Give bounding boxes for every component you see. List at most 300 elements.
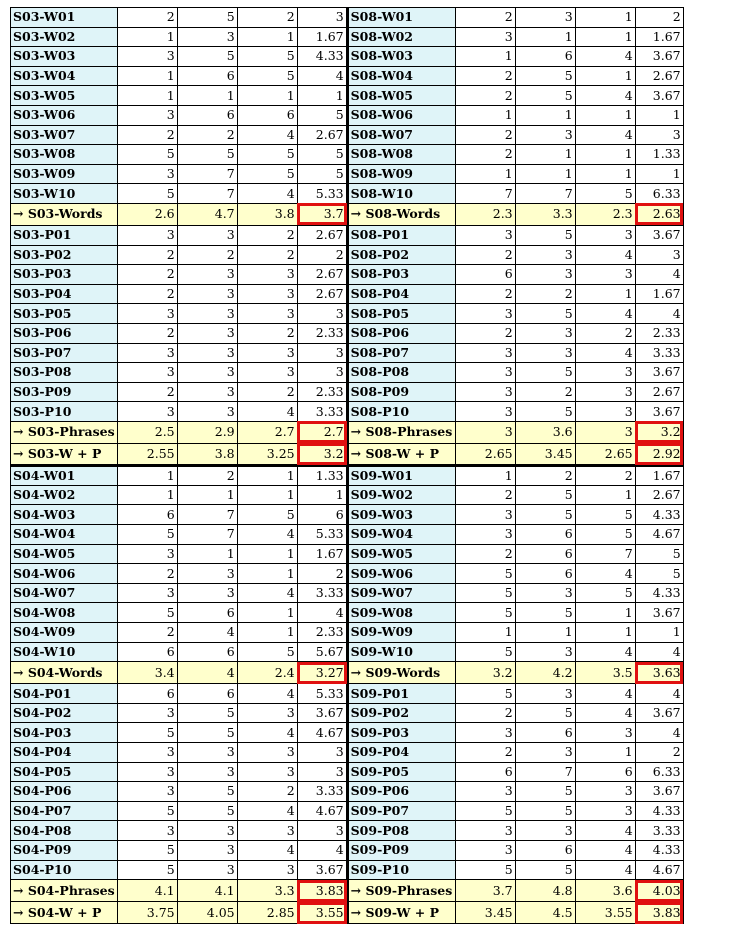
rating-cell: 3 <box>177 583 237 603</box>
rating-cell: 2 <box>515 382 575 402</box>
rating-cell: 3 <box>515 343 575 363</box>
rating-cell: 6 <box>117 505 177 525</box>
summary-label: → S09-W + P <box>347 902 455 924</box>
average-cell: 3.33 <box>635 343 683 363</box>
summary-label: → S03-Phrases <box>11 421 118 443</box>
rating-cell: 3 <box>177 762 237 782</box>
table-row <box>11 164 684 184</box>
item-label: S08-P08 <box>347 363 455 383</box>
average-cell: 3 <box>297 8 347 28</box>
average-cell: 2.67 <box>297 125 347 145</box>
average-cell: 3 <box>297 821 347 841</box>
rating-cell: 5 <box>515 485 575 505</box>
rating-cell: 3 <box>237 703 297 723</box>
rating-cell: 4 <box>237 840 297 860</box>
average-cell: 1.67 <box>297 544 347 564</box>
table-row <box>11 801 684 821</box>
table-row <box>11 623 684 643</box>
average-cell: 1.67 <box>297 27 347 47</box>
table-row <box>11 343 684 363</box>
summary-value: 3.2 <box>455 662 515 684</box>
rating-cell: 6 <box>177 66 237 86</box>
rating-cell: 1 <box>575 145 635 165</box>
summary-average-highlighted: 3.83 <box>297 880 347 902</box>
average-cell: 5 <box>297 145 347 165</box>
average-cell: 3 <box>297 343 347 363</box>
summary-row <box>11 662 684 684</box>
rating-cell: 4 <box>177 623 237 643</box>
table-row <box>11 485 684 505</box>
rating-cell: 3 <box>177 343 237 363</box>
rating-cell: 5 <box>515 86 575 106</box>
rating-cell: 3 <box>455 840 515 860</box>
rating-cell: 6 <box>177 603 237 623</box>
table-row <box>11 860 684 880</box>
average-cell: 4.67 <box>297 801 347 821</box>
rating-cell: 3 <box>575 402 635 422</box>
average-cell: 1.67 <box>635 27 683 47</box>
average-cell: 4.33 <box>635 801 683 821</box>
rating-cell: 4 <box>237 684 297 704</box>
item-label: S03-P03 <box>11 265 118 285</box>
rating-cell: 1 <box>237 27 297 47</box>
table-row <box>11 323 684 343</box>
table-row <box>11 642 684 662</box>
rating-cell: 2 <box>455 323 515 343</box>
summary-label: → S03-W + P <box>11 443 118 465</box>
rating-cell: 5 <box>575 505 635 525</box>
rating-cell: 3 <box>455 723 515 743</box>
rating-cell: 6 <box>117 684 177 704</box>
summary-label: → S08-Words <box>347 203 455 225</box>
rating-cell: 5 <box>515 801 575 821</box>
ratings-table-container <box>10 7 684 924</box>
summary-value: 2.6 <box>117 203 177 225</box>
rating-cell: 2 <box>455 145 515 165</box>
rating-cell: 1 <box>575 66 635 86</box>
rating-cell: 7 <box>515 184 575 204</box>
rating-cell: 2 <box>117 8 177 28</box>
rating-cell: 5 <box>515 66 575 86</box>
item-label: S09-P10 <box>347 860 455 880</box>
rating-cell: 2 <box>117 382 177 402</box>
ratings-table <box>10 7 684 924</box>
rating-cell: 3 <box>575 782 635 802</box>
summary-value: 2.85 <box>237 902 297 924</box>
rating-cell: 2 <box>177 245 237 265</box>
average-cell: 3.67 <box>635 225 683 245</box>
average-cell: 2 <box>297 245 347 265</box>
item-label: S03-P09 <box>11 382 118 402</box>
item-label: S03-W07 <box>11 125 118 145</box>
rating-cell: 3 <box>455 382 515 402</box>
item-label: S04-P02 <box>11 703 118 723</box>
rating-cell: 1 <box>575 485 635 505</box>
summary-value: 4 <box>177 662 237 684</box>
item-label: S04-P05 <box>11 762 118 782</box>
table-row <box>11 762 684 782</box>
item-label: S03-W09 <box>11 164 118 184</box>
item-label: S04-W08 <box>11 603 118 623</box>
rating-cell: 2 <box>117 623 177 643</box>
summary-value: 2.65 <box>455 443 515 465</box>
average-cell: 1 <box>635 623 683 643</box>
average-cell: 5.67 <box>297 642 347 662</box>
average-cell: 3 <box>297 743 347 763</box>
table-row <box>11 47 684 67</box>
summary-value: 3.7 <box>455 880 515 902</box>
rating-cell: 4 <box>575 840 635 860</box>
rating-cell: 3 <box>177 821 237 841</box>
rating-cell: 4 <box>575 245 635 265</box>
table-row <box>11 265 684 285</box>
summary-row <box>11 421 684 443</box>
rating-cell: 6 <box>575 762 635 782</box>
item-label: S03-W03 <box>11 47 118 67</box>
item-label: S09-P02 <box>347 703 455 723</box>
rating-cell: 5 <box>177 703 237 723</box>
table-row <box>11 703 684 723</box>
average-cell: 2.67 <box>297 265 347 285</box>
rating-cell: 1 <box>237 86 297 106</box>
rating-cell: 3 <box>455 343 515 363</box>
item-label: S08-P07 <box>347 343 455 363</box>
average-cell: 4 <box>635 265 683 285</box>
item-label: S09-W05 <box>347 544 455 564</box>
item-label: S03-P04 <box>11 284 118 304</box>
rating-cell: 4 <box>575 47 635 67</box>
item-label: S09-W04 <box>347 525 455 545</box>
average-cell: 1 <box>635 105 683 125</box>
average-cell: 5 <box>297 164 347 184</box>
rating-cell: 5 <box>237 642 297 662</box>
rating-cell: 4 <box>237 525 297 545</box>
average-cell: 3.33 <box>297 583 347 603</box>
rating-cell: 7 <box>575 544 635 564</box>
rating-cell: 5 <box>117 525 177 545</box>
item-label: S09-W06 <box>347 564 455 584</box>
rating-cell: 5 <box>455 564 515 584</box>
rating-cell: 3 <box>455 225 515 245</box>
summary-value: 2.5 <box>117 421 177 443</box>
summary-value: 3 <box>575 421 635 443</box>
rating-cell: 3 <box>117 47 177 67</box>
rating-cell: 4 <box>575 343 635 363</box>
rating-cell: 1 <box>237 623 297 643</box>
rating-cell: 5 <box>237 66 297 86</box>
item-label: S08-P10 <box>347 402 455 422</box>
average-cell: 4.33 <box>635 583 683 603</box>
rating-cell: 4 <box>575 125 635 145</box>
summary-value: 2.55 <box>117 443 177 465</box>
summary-value: 2.3 <box>455 203 515 225</box>
rating-cell: 3 <box>237 304 297 324</box>
rating-cell: 3 <box>117 762 177 782</box>
table-row <box>11 125 684 145</box>
average-cell: 3 <box>297 762 347 782</box>
summary-average-highlighted: 3.7 <box>297 203 347 225</box>
rating-cell: 5 <box>515 363 575 383</box>
rating-cell: 1 <box>117 485 177 505</box>
rating-cell: 4 <box>575 684 635 704</box>
rating-cell: 3 <box>177 225 237 245</box>
rating-cell: 5 <box>515 603 575 623</box>
rating-cell: 3 <box>117 225 177 245</box>
average-cell: 4.67 <box>635 860 683 880</box>
average-cell: 4 <box>635 642 683 662</box>
rating-cell: 3 <box>237 821 297 841</box>
summary-row <box>11 203 684 225</box>
summary-value: 2.65 <box>575 443 635 465</box>
rating-cell: 3 <box>455 782 515 802</box>
rating-cell: 3 <box>117 343 177 363</box>
rating-cell: 5 <box>575 525 635 545</box>
average-cell: 3.67 <box>635 86 683 106</box>
summary-average-highlighted: 3.83 <box>635 902 683 924</box>
rating-cell: 2 <box>455 245 515 265</box>
rating-cell: 3 <box>575 363 635 383</box>
item-label: S03-P08 <box>11 363 118 383</box>
rating-cell: 1 <box>515 623 575 643</box>
item-label: S03-P02 <box>11 245 118 265</box>
rating-cell: 6 <box>177 105 237 125</box>
rating-cell: 3 <box>515 323 575 343</box>
rating-cell: 3 <box>237 743 297 763</box>
rating-cell: 2 <box>515 284 575 304</box>
rating-cell: 3 <box>515 684 575 704</box>
rating-cell: 6 <box>515 544 575 564</box>
rating-cell: 2 <box>455 544 515 564</box>
average-cell: 5 <box>635 544 683 564</box>
average-cell: 3.33 <box>297 782 347 802</box>
table-row <box>11 304 684 324</box>
item-label: S04-W03 <box>11 505 118 525</box>
rating-cell: 2 <box>575 465 635 485</box>
rating-cell: 5 <box>237 505 297 525</box>
summary-label: → S04-Words <box>11 662 118 684</box>
rating-cell: 5 <box>575 583 635 603</box>
rating-cell: 4 <box>237 402 297 422</box>
rating-cell: 7 <box>455 184 515 204</box>
rating-cell: 5 <box>455 583 515 603</box>
summary-label: → S03-Words <box>11 203 118 225</box>
rating-cell: 3 <box>455 304 515 324</box>
table-row <box>11 225 684 245</box>
rating-cell: 2 <box>117 284 177 304</box>
summary-value: 4.1 <box>117 880 177 902</box>
rating-cell: 2 <box>455 66 515 86</box>
rating-cell: 1 <box>117 66 177 86</box>
item-label: S08-W03 <box>347 47 455 67</box>
rating-cell: 1 <box>237 544 297 564</box>
rating-cell: 4 <box>237 184 297 204</box>
rating-cell: 2 <box>177 465 237 485</box>
rating-cell: 5 <box>117 145 177 165</box>
rating-cell: 1 <box>455 623 515 643</box>
table-row <box>11 184 684 204</box>
rating-cell: 3 <box>177 27 237 47</box>
item-label: S09-P01 <box>347 684 455 704</box>
item-label: S03-P01 <box>11 225 118 245</box>
average-cell: 3.67 <box>297 860 347 880</box>
average-cell: 2.33 <box>297 323 347 343</box>
item-label: S03-P10 <box>11 402 118 422</box>
rating-cell: 5 <box>515 505 575 525</box>
item-label: S09-P06 <box>347 782 455 802</box>
rating-cell: 1 <box>117 465 177 485</box>
rating-cell: 3 <box>237 363 297 383</box>
rating-cell: 3 <box>177 382 237 402</box>
item-label: S09-P04 <box>347 743 455 763</box>
table-row <box>11 821 684 841</box>
average-cell: 4 <box>635 304 683 324</box>
average-cell: 3.67 <box>635 402 683 422</box>
average-cell: 1 <box>297 86 347 106</box>
rating-cell: 6 <box>515 723 575 743</box>
rating-cell: 1 <box>575 284 635 304</box>
summary-value: 3.4 <box>117 662 177 684</box>
item-label: S04-P07 <box>11 801 118 821</box>
table-row <box>11 284 684 304</box>
summary-value: 3.75 <box>117 902 177 924</box>
table-row <box>11 743 684 763</box>
item-label: S04-W07 <box>11 583 118 603</box>
rating-cell: 5 <box>575 184 635 204</box>
summary-average-highlighted: 2.63 <box>635 203 683 225</box>
item-label: S08-P06 <box>347 323 455 343</box>
item-label: S09-P09 <box>347 840 455 860</box>
rating-cell: 3 <box>177 363 237 383</box>
rating-cell: 4 <box>237 583 297 603</box>
rating-cell: 1 <box>575 743 635 763</box>
item-label: S08-P01 <box>347 225 455 245</box>
table-row <box>11 27 684 47</box>
item-label: S04-W02 <box>11 485 118 505</box>
rating-cell: 3 <box>455 402 515 422</box>
average-cell: 1 <box>635 164 683 184</box>
item-label: S03-P05 <box>11 304 118 324</box>
average-cell: 4.33 <box>635 505 683 525</box>
rating-cell: 3 <box>117 105 177 125</box>
rating-cell: 3 <box>455 821 515 841</box>
item-label: S03-W05 <box>11 86 118 106</box>
table-row <box>11 684 684 704</box>
rating-cell: 2 <box>177 125 237 145</box>
rating-cell: 5 <box>117 860 177 880</box>
rating-cell: 1 <box>575 105 635 125</box>
summary-average-highlighted: 3.2 <box>297 443 347 465</box>
average-cell: 3.33 <box>297 402 347 422</box>
table-row <box>11 583 684 603</box>
rating-cell: 5 <box>515 782 575 802</box>
rating-cell: 7 <box>177 184 237 204</box>
summary-average-highlighted: 2.92 <box>635 443 683 465</box>
average-cell: 2 <box>297 564 347 584</box>
summary-value: 3 <box>455 421 515 443</box>
item-label: S03-W01 <box>11 8 118 28</box>
rating-cell: 6 <box>177 684 237 704</box>
item-label: S08-P05 <box>347 304 455 324</box>
item-label: S03-W04 <box>11 66 118 86</box>
rating-cell: 1 <box>515 145 575 165</box>
rating-cell: 5 <box>455 642 515 662</box>
rating-cell: 3 <box>177 304 237 324</box>
rating-cell: 7 <box>177 505 237 525</box>
rating-cell: 2 <box>455 86 515 106</box>
item-label: S09-W07 <box>347 583 455 603</box>
table-row <box>11 402 684 422</box>
rating-cell: 2 <box>237 225 297 245</box>
average-cell: 3.67 <box>635 47 683 67</box>
table-row <box>11 505 684 525</box>
item-label: S09-W09 <box>347 623 455 643</box>
rating-cell: 1 <box>515 164 575 184</box>
item-label: S09-W01 <box>347 465 455 485</box>
rating-cell: 5 <box>455 603 515 623</box>
rating-cell: 1 <box>177 86 237 106</box>
rating-cell: 6 <box>177 642 237 662</box>
rating-cell: 3 <box>515 8 575 28</box>
average-cell: 3.67 <box>635 603 683 623</box>
item-label: S08-P02 <box>347 245 455 265</box>
rating-cell: 2 <box>117 323 177 343</box>
summary-value: 3.8 <box>177 443 237 465</box>
rating-cell: 3 <box>117 363 177 383</box>
rating-cell: 3 <box>237 860 297 880</box>
rating-cell: 5 <box>177 145 237 165</box>
item-label: S04-P08 <box>11 821 118 841</box>
rating-cell: 3 <box>515 265 575 285</box>
item-label: S09-P08 <box>347 821 455 841</box>
table-row <box>11 86 684 106</box>
rating-cell: 5 <box>237 164 297 184</box>
average-cell: 2.33 <box>297 623 347 643</box>
rating-cell: 1 <box>237 603 297 623</box>
item-label: S08-W06 <box>347 105 455 125</box>
item-label: S09-P03 <box>347 723 455 743</box>
average-cell: 4 <box>635 684 683 704</box>
average-cell: 6.33 <box>635 762 683 782</box>
average-cell: 4.33 <box>297 47 347 67</box>
rating-cell: 2 <box>455 743 515 763</box>
average-cell: 4 <box>297 66 347 86</box>
summary-value: 4.2 <box>515 662 575 684</box>
average-cell: 2.33 <box>635 323 683 343</box>
summary-row <box>11 902 684 924</box>
rating-cell: 2 <box>237 382 297 402</box>
rating-cell: 1 <box>575 623 635 643</box>
rating-cell: 1 <box>455 105 515 125</box>
item-label: S08-P04 <box>347 284 455 304</box>
rating-cell: 3 <box>177 402 237 422</box>
average-cell: 2 <box>635 8 683 28</box>
item-label: S03-W08 <box>11 145 118 165</box>
rating-cell: 2 <box>455 703 515 723</box>
rating-cell: 3 <box>117 402 177 422</box>
item-label: S04-W04 <box>11 525 118 545</box>
average-cell: 3.67 <box>297 703 347 723</box>
rating-cell: 7 <box>515 762 575 782</box>
summary-label: → S09-Phrases <box>347 880 455 902</box>
rating-cell: 2 <box>455 485 515 505</box>
item-label: S04-P01 <box>11 684 118 704</box>
average-cell: 5.33 <box>297 525 347 545</box>
rating-cell: 2 <box>455 125 515 145</box>
rating-cell: 2 <box>237 323 297 343</box>
rating-cell: 3 <box>117 544 177 564</box>
rating-cell: 1 <box>237 485 297 505</box>
rating-cell: 3 <box>575 723 635 743</box>
